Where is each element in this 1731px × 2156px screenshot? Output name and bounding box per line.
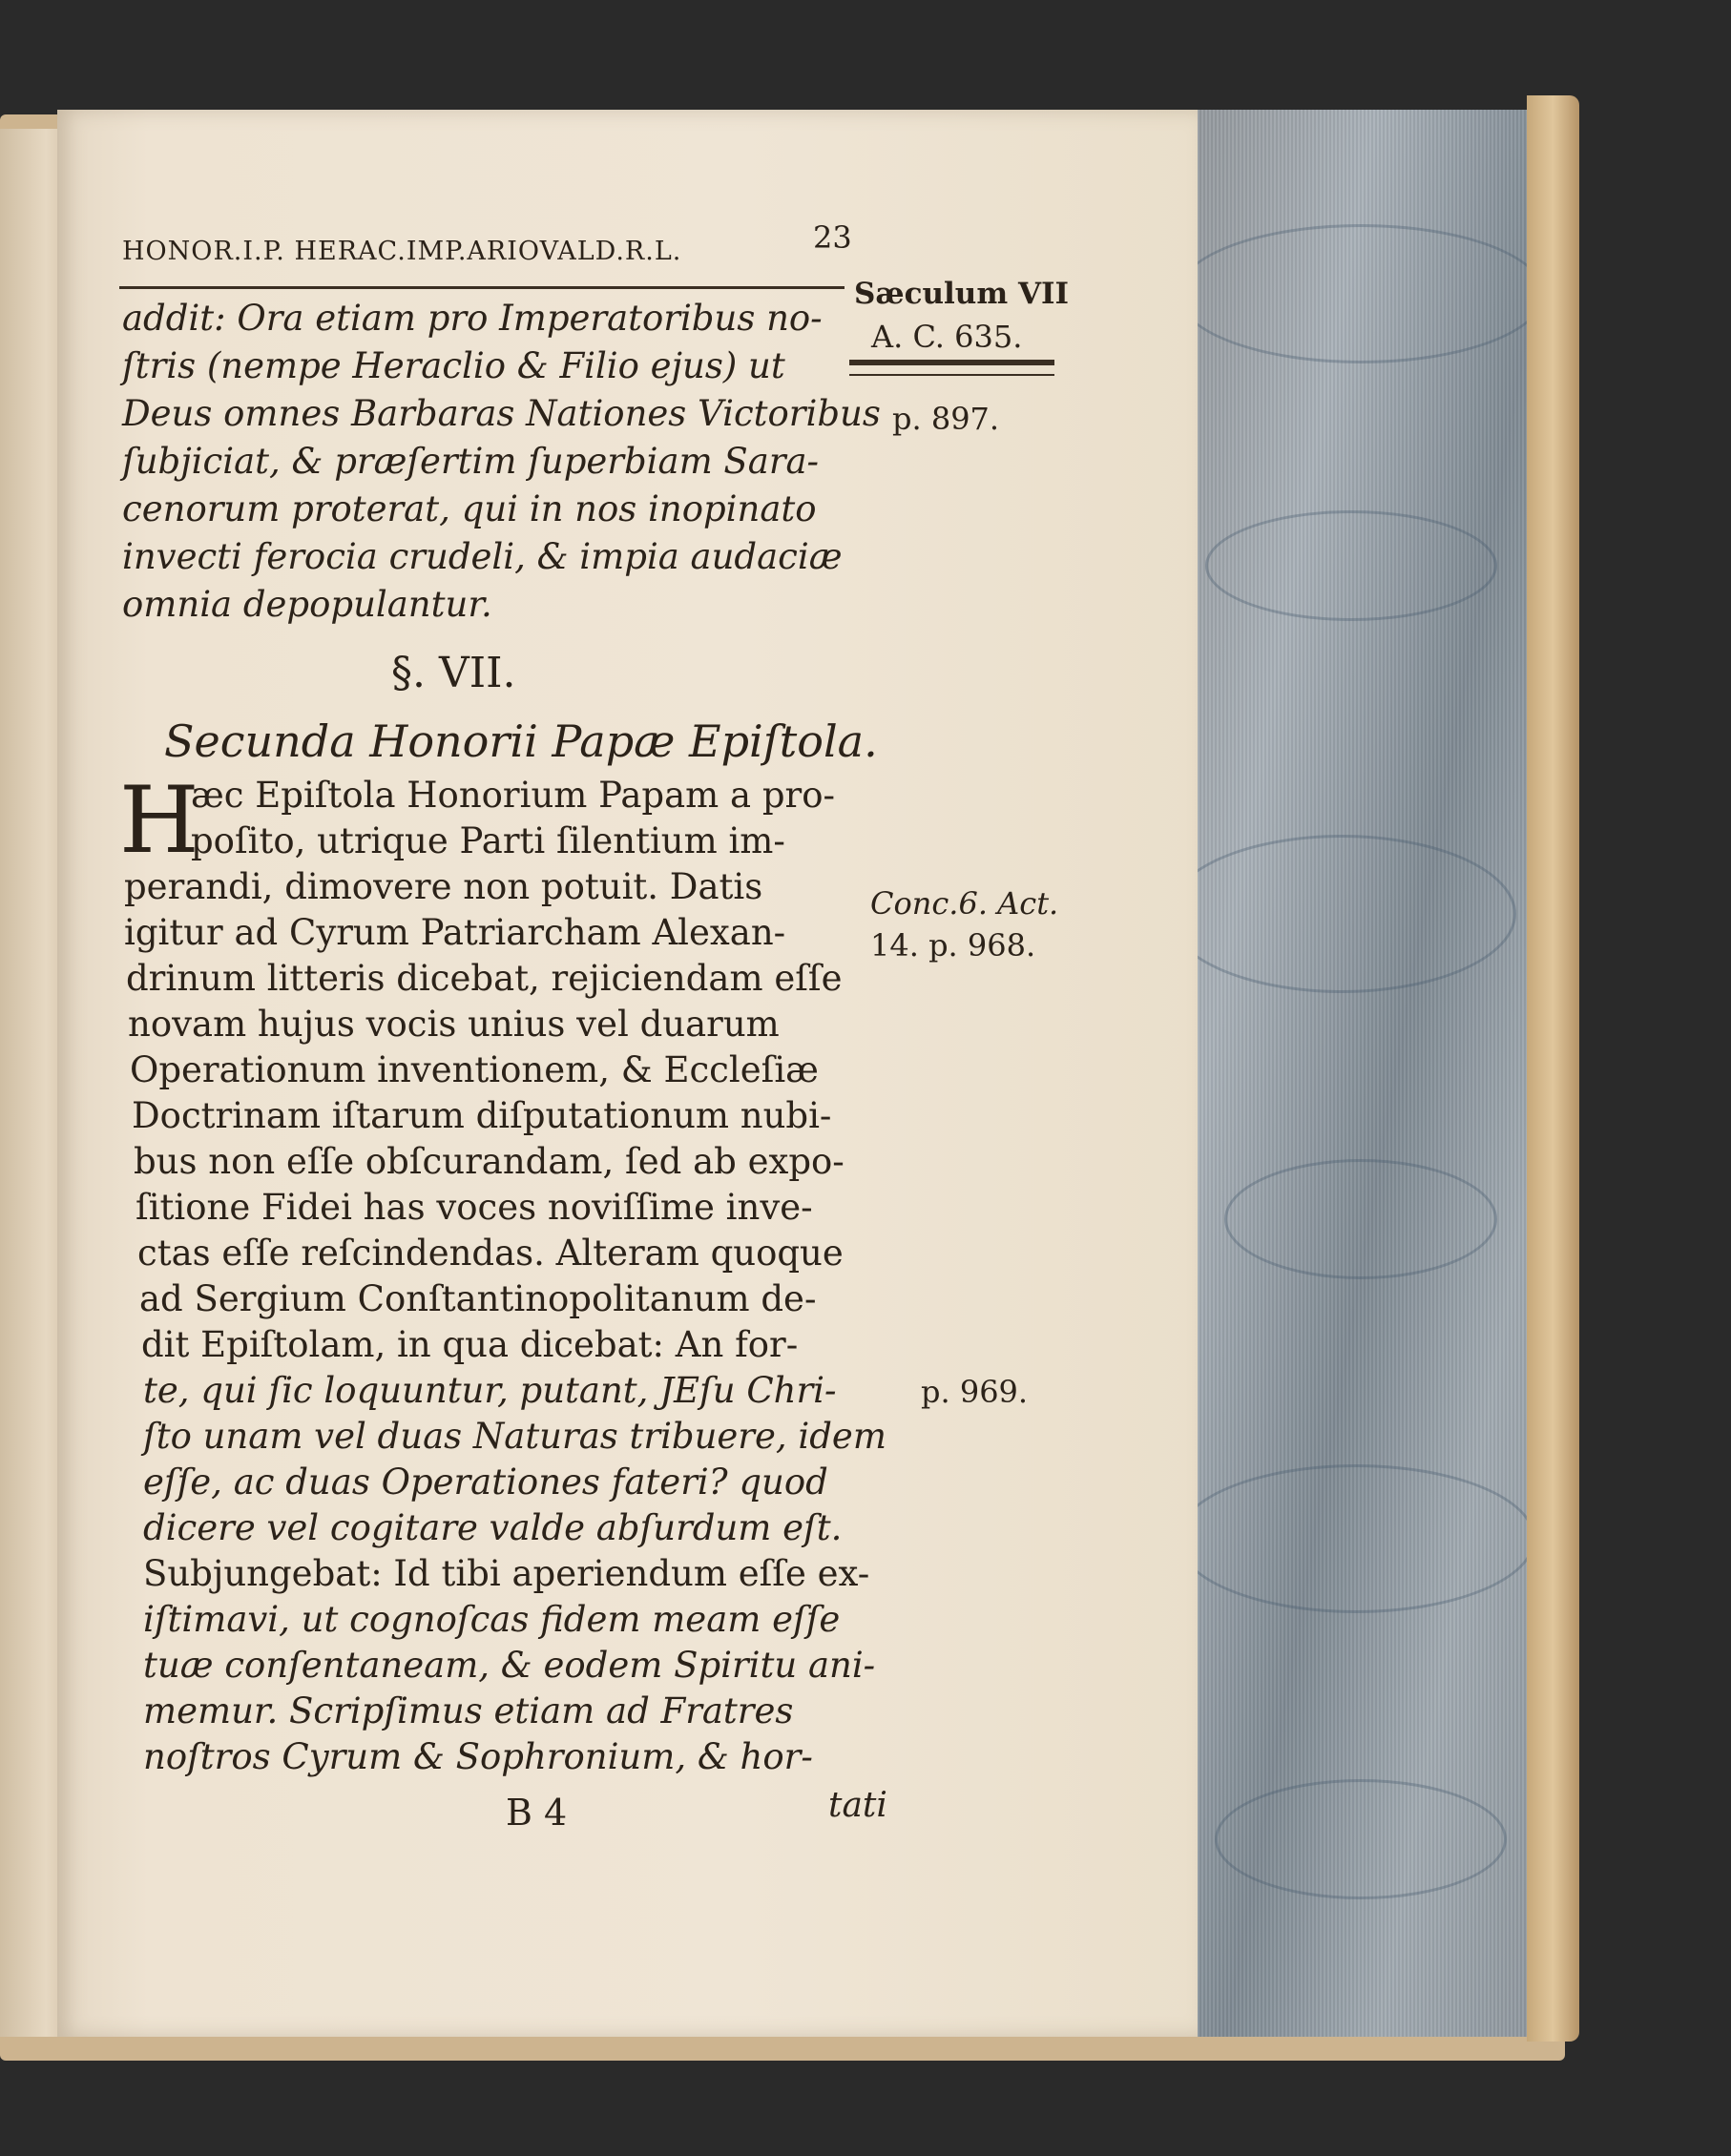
margin-year: A. C. 635. (871, 319, 1023, 355)
text-line: iſtimavi, ut cognoſcas fidem meam eſſe (143, 1599, 841, 1640)
drop-cap: H (119, 767, 199, 874)
catchword: tati (828, 1786, 887, 1825)
page-number: 23 (813, 219, 852, 256)
margin-ref: Conc.6. Act. (870, 885, 1059, 922)
text-line: Subjungebat: Id tibi aperiendum eſſe ex- (143, 1553, 870, 1594)
text-line: memur. Scripſimus etiam ad Fratres (143, 1690, 794, 1731)
text-line: æc Epiſtola Honorium Papam a pro- (191, 775, 835, 816)
text-line: dicere vel cogitare valde abſurdum eſt. (143, 1507, 843, 1548)
text-line: ſitione Fidei has voces noviſſime inve- (136, 1187, 813, 1228)
marble-swirl (1177, 1464, 1535, 1613)
marble-swirl (1205, 510, 1497, 621)
margin-ref: p. 897. (892, 401, 1000, 437)
text-line: poſito, utrique Parti ſilentium im- (191, 820, 785, 861)
margin-ref: p. 969. (921, 1374, 1029, 1410)
cover-board-edge (1527, 95, 1579, 2042)
text-line: ſto unam vel duas Naturas tribuere, idem (143, 1416, 886, 1457)
text-line: tuæ conſentaneam, & eodem Spiritu ani- (143, 1645, 876, 1686)
text-line: invecti ferocia crudeli, & impia audaciæ (122, 536, 843, 577)
marble-swirl (1224, 1159, 1497, 1279)
text-line: eſſe, ac duas Operationes fateri? quod (143, 1462, 828, 1503)
text-line: te, qui ſic loquuntur, putant, JEſu Chri- (143, 1370, 837, 1411)
text-line: Operationum inventionem, & Eccleſiæ (130, 1049, 819, 1090)
marble-swirl (1177, 224, 1545, 363)
margin-rule (849, 360, 1054, 365)
text-line: omnia depopulantur. (122, 584, 492, 625)
marble-swirl (1215, 1779, 1507, 1899)
marble-swirl (1167, 835, 1516, 993)
text-line: ſtris (nempe Heraclio & Filio ejus) ut (122, 345, 785, 386)
text-line: ctas eſſe reſcindendas. Alteram quoque (137, 1233, 844, 1274)
text-line: noſtros Cyrum & Sophronium, & hor- (143, 1736, 813, 1777)
text-line: drinum litteris dicebat, rejiciendam eſſe (126, 958, 843, 999)
section-title: Secunda Honorii Papæ Epiſtola. (164, 715, 878, 767)
text-line: Deus omnes Barbaras Nationes Victoribus (122, 393, 881, 434)
page-block-edge (1145, 110, 1568, 2037)
signature-mark: B 4 (506, 1792, 568, 1834)
text-line: cenorum proterat, qui in nos inopinato (122, 488, 817, 529)
margin-rule (849, 374, 1054, 376)
header-rule (119, 286, 845, 289)
section-number: §. VII. (391, 649, 516, 697)
text-line: novam hujus vocis unius vel duarum (128, 1004, 780, 1045)
text-line: addit: Ora etiam pro Imperatoribus no- (122, 298, 823, 339)
text-line: ad Sergium Conſtantinopolitanum de- (139, 1278, 817, 1319)
text-line: igitur ad Cyrum Patriarcham Alexan- (124, 912, 786, 953)
text-line: ſubjiciat, & præſertim ſuperbiam Sara- (122, 441, 820, 482)
running-header: HONOR.I.P. HERAC.IMP.ARIOVALD.R.L. (122, 237, 682, 266)
text-line: bus non eſſe obſcurandam, ſed ab expo- (134, 1141, 845, 1182)
margin-ref: 14. p. 968. (870, 927, 1036, 964)
text-line: Doctrinam iſtarum diſputationum nubi- (132, 1095, 832, 1136)
margin-era: Sæculum VII (854, 277, 1069, 311)
text-line: dit Epiſtolam, in qua dicebat: An for- (141, 1324, 799, 1365)
text-line: perandi, dimovere non potuit. Datis (124, 866, 763, 907)
